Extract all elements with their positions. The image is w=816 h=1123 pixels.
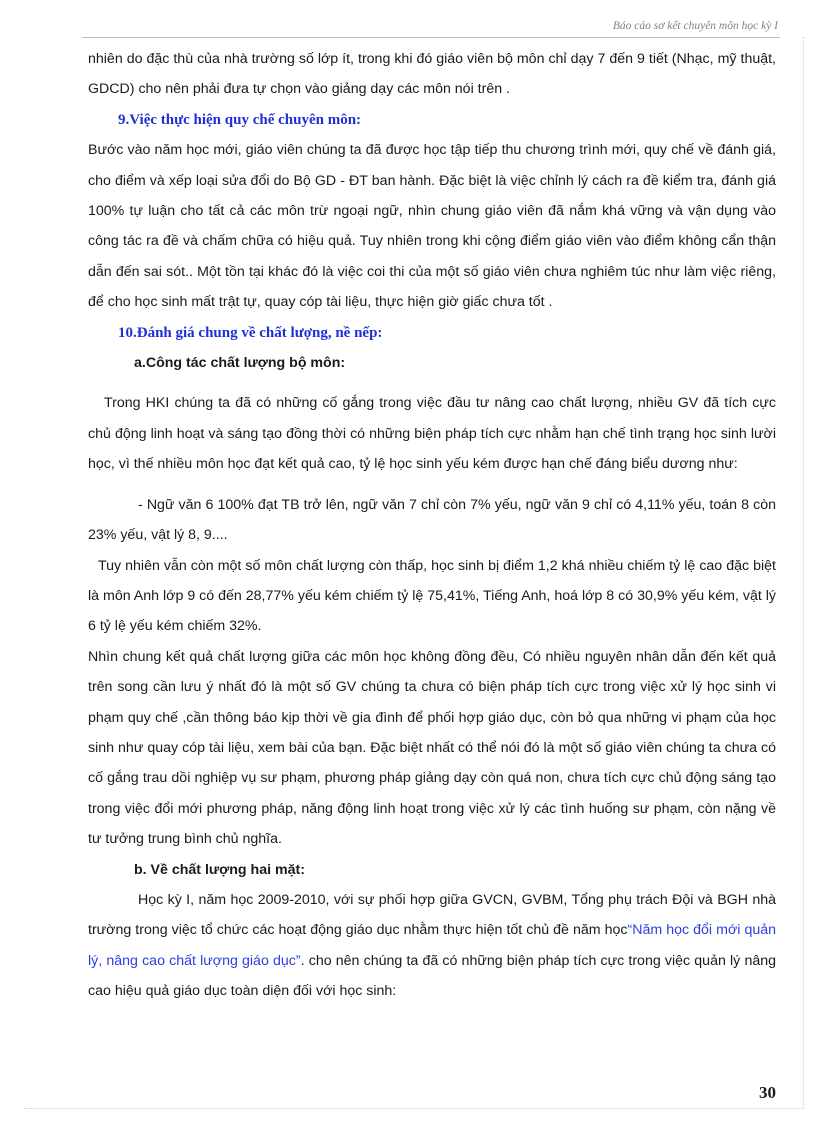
header-rule	[82, 37, 780, 38]
section-heading-9: 9.Việc thực hiện quy chế chuyên môn:	[118, 111, 362, 128]
running-header: Báo cáo sơ kết chuyên môn học kỳ I	[612, 20, 778, 32]
paragraph-two-aspects-end: . cho nên chúng ta đã có những biện pháp tích cực trong việc quản lý nâng cao hiệu quả giáo dục toàn diện đối với học sinh:	[88, 952, 777, 1000]
document-body	[88, 44, 776, 1007]
page-number: 30	[759, 1083, 776, 1102]
paragraph-low-quality: Tuy nhiên vẫn còn một số môn chất lượng còn thấp, học sinh bị điểm 1,2 khá nhiều chiếm tỷ lệ cao đặc biệt là môn Anh lớp 9 có đến 28,77% yếu kém chiếm tỷ lệ 75,41%, Tiếng Anh, hoá lớp 8 có 30,9% yếu kém, vật lý 6 tỷ lệ yếu kém chiếm 32%.	[88, 557, 776, 635]
page-border-right	[803, 37, 804, 1109]
paragraph-continuation: nhiên do đặc thù của nhà trường số lớp ít, trong khi đó giáo viên bộ môn chỉ dạy 7 đến 9 tiết (Nhạc, mỹ thuật, GDCD) cho nên phải đưa tự chọn vào giảng dạy các môn nói trên .	[88, 51, 776, 98]
page-border-bottom	[24, 1108, 804, 1109]
school-year-theme-quote: “Năm học đổi mới quản lý, nâng cao chất lượng giáo dục”	[88, 922, 777, 969]
section-heading-10: 10.Đánh giá chung về chất lượng, nề nếp:	[118, 324, 383, 341]
paragraph-two-aspects-start: Học kỳ I, năm học 2009-2010, với sự phối hợp giữa GVCN, GVBM, Tổng phụ trách Đội và BGH nhà trường trong việc tổ chức các hoạt động giáo dục nhằm thực hiện tốt chủ đề năm học	[88, 891, 776, 939]
paragraph-overall-assessment: Nhìn chung kết quả chất lượng giữa các môn học không đồng đều, Có nhiều nguyên nhân dẫn đến kết quả trên song cần lưu ý nhất đó là một số GV chúng ta chưa có biện pháp tích cực trong việc xử lý học sinh vi phạm quy chế ,cần thông báo kịp thời về gia đình để phối hợp giáo dục, còn bỏ qua những vi phạm của học sinh như quay cóp tài liệu, xem bài của bạn. Đặc biệt nhất có thể nói đó là một số giáo viên chúng ta chưa có cố gắng trau dồi nghiệp vụ sư phạm, phương pháp giảng dạy còn quá non, chưa tích cực chủ động sáng tạo trong việc đổi mới phương pháp, năng động linh hoạt trong việc xử lý các tình huống sư phạm, còn nặng về tư tưởng trung bình chủ nghĩa.	[88, 648, 776, 848]
subheading-a: a.Công tác chất lượng bộ môn:	[134, 355, 346, 372]
paragraph-hki-efforts: Trong HKI chúng ta đã có những cố gắng trong việc đầu tư nâng cao chất lượng, nhiều GV đã tích cực chủ động linh hoạt và sáng tạo đồng thời có những biện pháp tích cực nhằm hạn chế tình trạng học sinh lười học, vì thế nhiều môn học đạt kết quả cao, tỷ lệ học sinh yếu kém được hạn chế đáng biểu dương như:	[88, 395, 776, 473]
paragraph-two-aspects	[88, 885, 776, 1007]
subheading-b: b. Về chất lượng hai mặt:	[134, 861, 305, 878]
paragraph-results-list: - Ngữ văn 6 100% đạt TB trở lên, ngữ văn 7 chỉ còn 7% yếu, ngữ văn 9 chỉ có 4,11% yếu, toán 8 còn 23% yếu, vật lý 8, 9....	[88, 496, 776, 544]
paragraph-exam-regulations: Bước vào năm học mới, giáo viên chúng ta đã được học tập tiếp thu chương trình mới, quy chế về đánh giá, cho điểm và xếp loại sửa đổi do Bộ GD - ĐT ban hành. Đặc biệt là việc chỉnh lý cách ra đề kiểm tra, đánh giá 100% tự luận cho tất cả các môn trừ ngoại ngữ, nhìn chung giáo viên đã nắm khá vững và vận dụng vào công tác ra đề và chấm chữa có hiệu quả. Tuy nhiên trong khi cộng điểm giáo viên vào điểm không cẩn thận dẫn đến sai sót.. Một tồn tại khác đó là việc coi thi của một số giáo viên chưa nghiêm túc như làm việc riêng, để cho học sinh mất trật tự, quay cóp tài liệu, thực hiện giờ giấc chưa tốt .	[88, 142, 776, 311]
